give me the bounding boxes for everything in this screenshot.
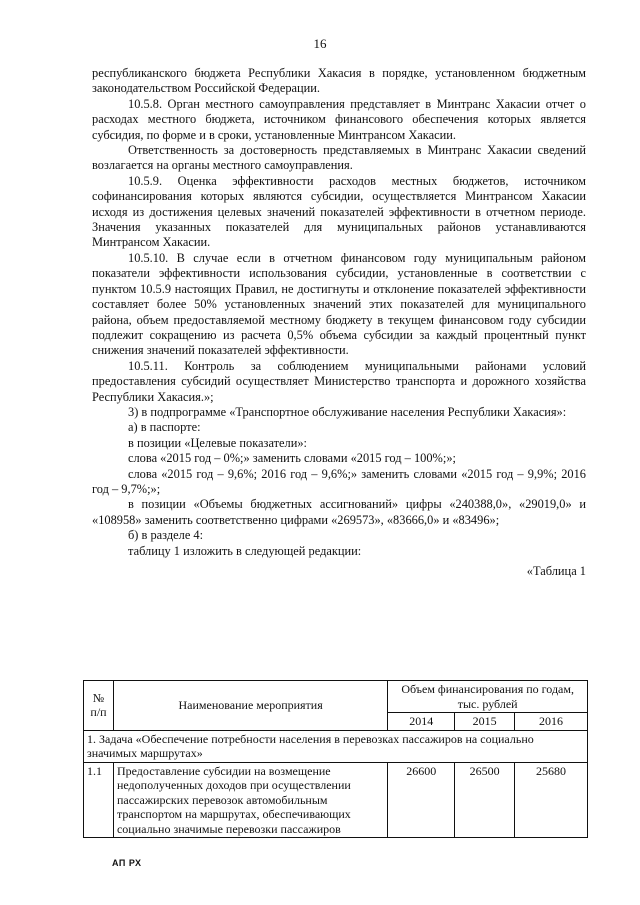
document-body: [92, 66, 586, 579]
header-year-2016: 2016: [515, 713, 588, 731]
row-value-2015: 26500: [455, 762, 515, 838]
row-value-2016: 25680: [515, 762, 588, 838]
row-number: 1.1: [84, 762, 114, 838]
header-funding: Объем финансирования по годам, тыс. рублей: [388, 681, 588, 713]
paragraph-10-5-11: 10.5.11. Контроль за соблюдением муниципальными районами условий предоставления субсидий осуществляет Министерство транспорта и дорожного хозяйства Республики Хакасия.»;: [92, 358, 586, 404]
table-header-row: [84, 681, 588, 713]
table-caption: «Таблица 1: [526, 564, 586, 578]
paragraph-subprogram: 3) в подпрограмме «Транспортное обслуживание населения Республики Хакасия»:: [128, 404, 567, 419]
paragraph-10-5-9: 10.5.9. Оценка эффективности расходов местных бюджетов, источником софинансирования которых являются субсидии, осуществляется Минтрансом Хакасии исходя из достижения целевых значений показателей эффективности в отчетном периоде. Значения указанных показателей для муниципальных районов устанавливаются Минтрансом Хакасии.: [92, 173, 586, 250]
row-name: Предоставление субсидии на возмещение недополученных доходов при осуществлении пассажирских перевозок автомобильным транспортом на маршрутах, обеспечивающих социально значимые перевозки пассажиров: [113, 762, 387, 838]
row-value-2014: 26600: [388, 762, 455, 838]
paragraph-section-4: б) в разделе 4:: [128, 528, 204, 543]
header-name: Наименование мероприятия: [113, 681, 387, 731]
paragraph-10-5-8: 10.5.8. Орган местного самоуправления представляет в Минтранс Хакасии отчет о расходах местного бюджета, источником финансового обеспечения которых является субсидия, по форме и в сроки, установленные Минтрансом Хакасии.: [92, 96, 586, 142]
header-year-2014: 2014: [388, 713, 455, 731]
paragraph-table-intro: таблицу 1 изложить в следующей редакции:: [128, 543, 362, 558]
footer-code: АП РХ: [112, 858, 142, 868]
paragraph-replace-1: слова «2015 год – 0%;» заменить словами «2015 год – 100%;»;: [128, 451, 456, 466]
table-row: [84, 762, 588, 838]
header-number: № п/п: [84, 681, 114, 731]
funding-table: [83, 680, 588, 838]
paragraph-passport: а) в паспорте:: [128, 420, 201, 435]
paragraph-responsibility: Ответственность за достоверность представляемых в Минтранс Хакасии сведений возлагается на органы местного самоуправления.: [92, 143, 586, 173]
paragraph-10-5-10: 10.5.10. В случае если в отчетном финансовом году муниципальным районом показатели эффективности использования субсидии, установленные в соответствии с пунктом 10.5.9 настоящих Правил, не достигнуты и отклонение показателей эффективности составляет более 50% установленных значений этих показателей для муниципального района, объем предоставляемой местному бюджету в текущем финансовом году субсидии подлежит сокращению из расчета 0,5% объема субсидии за каждый процентный пункт снижения значений показателей эффективности.: [92, 250, 586, 358]
paragraph-budget-allocations: в позиции «Объемы бюджетных ассигнований» цифры «240388,0», «29019,0» и «108958» заменить соответственно цифрами «269573», «83666,0» и «83496»;: [92, 497, 586, 527]
paragraph-target-indicators: в позиции «Целевые показатели»:: [128, 435, 307, 450]
paragraph-replace-2: слова «2015 год – 9,6%; 2016 год – 9,6%;» заменить словами «2015 год – 9,9%; 2016 год – 9,7%;»;: [92, 466, 586, 496]
header-year-2015: 2015: [455, 713, 515, 731]
paragraph: республиканского бюджета Республики Хакасия в порядке, установленном бюджетным законодательством Российской Федерации.: [92, 66, 586, 96]
page-number: 16: [313, 36, 327, 51]
task-title: 1. Задача «Обеспечение потребности населения в перевозках пассажиров на социально значимых маршрутах»: [84, 730, 588, 762]
task-row: [84, 730, 588, 762]
